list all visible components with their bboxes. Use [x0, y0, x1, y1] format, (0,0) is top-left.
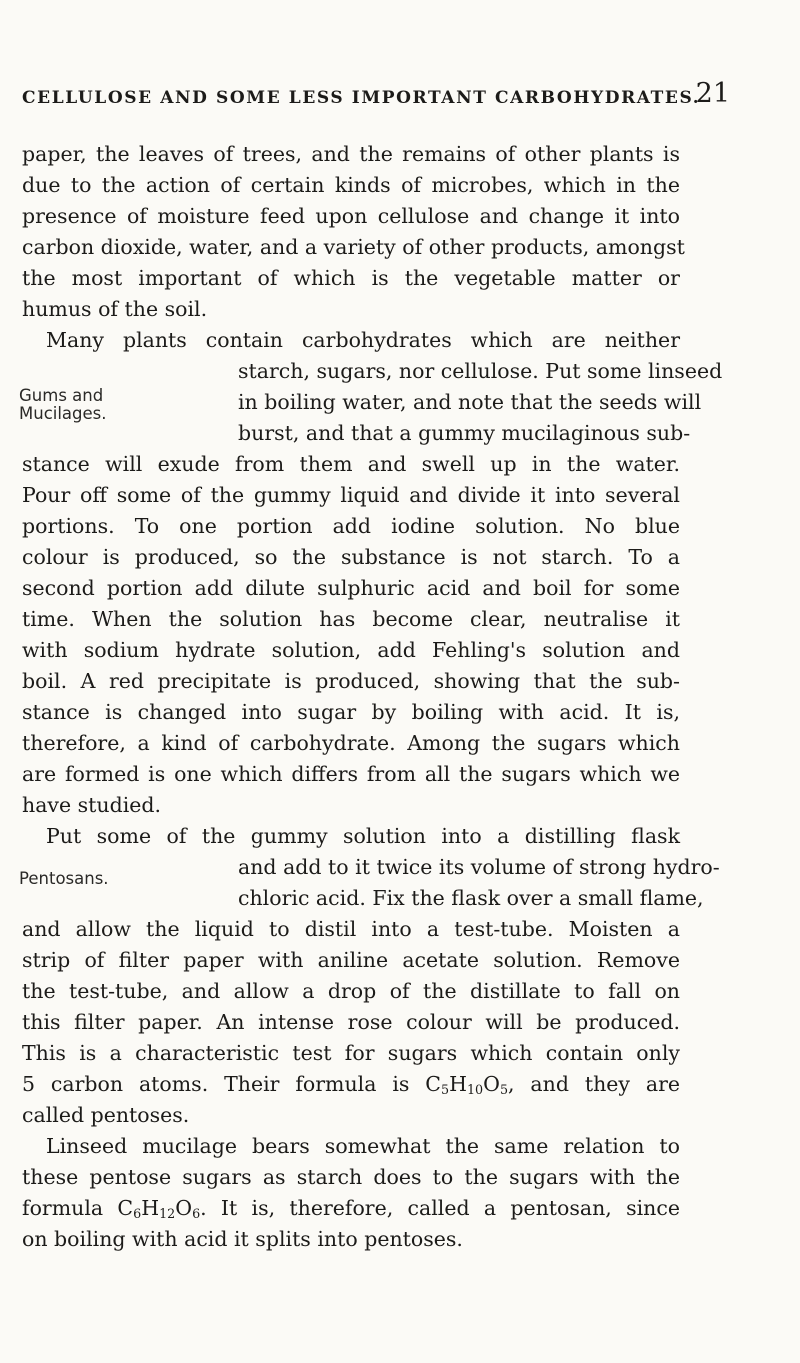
text-line: called pentoses. — [22, 1103, 190, 1127]
sidenote-pentosans — [19, 870, 109, 888]
sidenote-line: Mucilages. — [19, 404, 107, 423]
text-line: chloric acid. Fix the flask over a small flame, — [238, 886, 704, 910]
text-line: starch, sugars, nor cellulose. Put some linseed — [238, 359, 723, 383]
text-line: presence of moisture feed upon cellulose and change it into — [22, 204, 680, 228]
text-line: carbon dioxide, water, and a variety of other products, amongst — [22, 235, 685, 259]
text-line: are formed is one which differs from all the sugars which we — [22, 762, 680, 786]
text-line: Put some of the gummy solution into a distilling flask — [46, 824, 680, 848]
text-line: Pour off some of the gummy liquid and divide it into several — [22, 483, 680, 507]
text-span: formula C — [22, 1196, 134, 1220]
sidenote-line: Gums and — [19, 386, 104, 405]
text-line: stance is changed into sugar by boiling with acid. It is, — [22, 700, 680, 724]
text-span: O — [483, 1072, 500, 1096]
text-line: colour is produced, so the substance is not starch. To a — [22, 545, 680, 569]
text-line: have studied. — [22, 793, 162, 817]
text-line: and allow the liquid to distil into a test-tube. Moisten a — [22, 917, 680, 941]
text-line: due to the action of certain kinds of microbes, which in the — [22, 173, 680, 197]
running-head — [22, 78, 782, 114]
text-line: with sodium hydrate solution, add Fehling's solution and — [22, 638, 680, 662]
text-line: in boiling water, and note that the seeds will — [238, 390, 702, 414]
text-line: portions. To one portion add iodine solution. No blue — [22, 514, 680, 538]
text-line: these pentose sugars as starch does to the sugars with the — [22, 1165, 680, 1189]
sidenote-gums-and-mucilages — [19, 387, 107, 423]
text-line: the most important of which is the vegetable matter or — [22, 266, 680, 290]
text-span: 5 carbon atoms. Their formula is C — [22, 1072, 441, 1096]
text-line: boil. A red precipitate is produced, showing that the sub- — [22, 669, 680, 693]
sidenote-line: Pentosans. — [19, 869, 109, 888]
subscript: 6 — [192, 1206, 201, 1221]
text-line: stance will exude from them and swell up in the water. — [22, 452, 680, 476]
formula-line-hexose — [22, 1193, 680, 1223]
text-span: . It is, therefore, called a pentosan, since — [200, 1196, 680, 1220]
text-line: and add to it twice its volume of strong hydro- — [238, 855, 720, 879]
subscript: 10 — [466, 1082, 484, 1097]
text-line: This is a characteristic test for sugars which contain only — [22, 1041, 680, 1065]
subscript: 12 — [159, 1206, 176, 1221]
text-line: burst, and that a gummy mucilaginous sub- — [238, 421, 691, 445]
text-line: strip of filter paper with aniline acetate solution. Remove — [22, 948, 680, 972]
text-span: H — [141, 1196, 160, 1220]
text-line: on boiling with acid it splits into pentoses. — [22, 1227, 463, 1251]
text-line: therefore, a kind of carbohydrate. Among the sugars which — [22, 731, 680, 755]
text-line: humus of the soil. — [22, 297, 208, 321]
subscript: 5 — [499, 1082, 509, 1097]
subscript: 5 — [440, 1082, 450, 1097]
text-line: Many plants contain carbohydrates which are neither — [46, 328, 680, 352]
text-line: this filter paper. An intense rose colour will be produced. — [22, 1010, 680, 1034]
text-line: paper, the leaves of trees, and the remains of other plants is — [22, 142, 680, 166]
text-span: O — [175, 1196, 193, 1220]
running-title: CELLULOSE AND SOME LESS IMPORTANT CARBOHYDRATES. — [22, 88, 701, 108]
formula-line-pentose — [22, 1069, 680, 1099]
text-line: Linseed mucilage bears somewhat the same relation to — [46, 1134, 680, 1158]
page-number: 21 — [695, 78, 730, 109]
subscript: 6 — [133, 1206, 142, 1221]
text-span: H — [449, 1072, 467, 1096]
text-line: second portion add dilute sulphuric acid and boil for some — [22, 576, 680, 600]
text-line: time. When the solution has become clear, neutralise it — [22, 607, 680, 631]
text-line: the test-tube, and allow a drop of the distillate to fall on — [22, 979, 680, 1003]
text-span: , and they are — [508, 1072, 680, 1096]
